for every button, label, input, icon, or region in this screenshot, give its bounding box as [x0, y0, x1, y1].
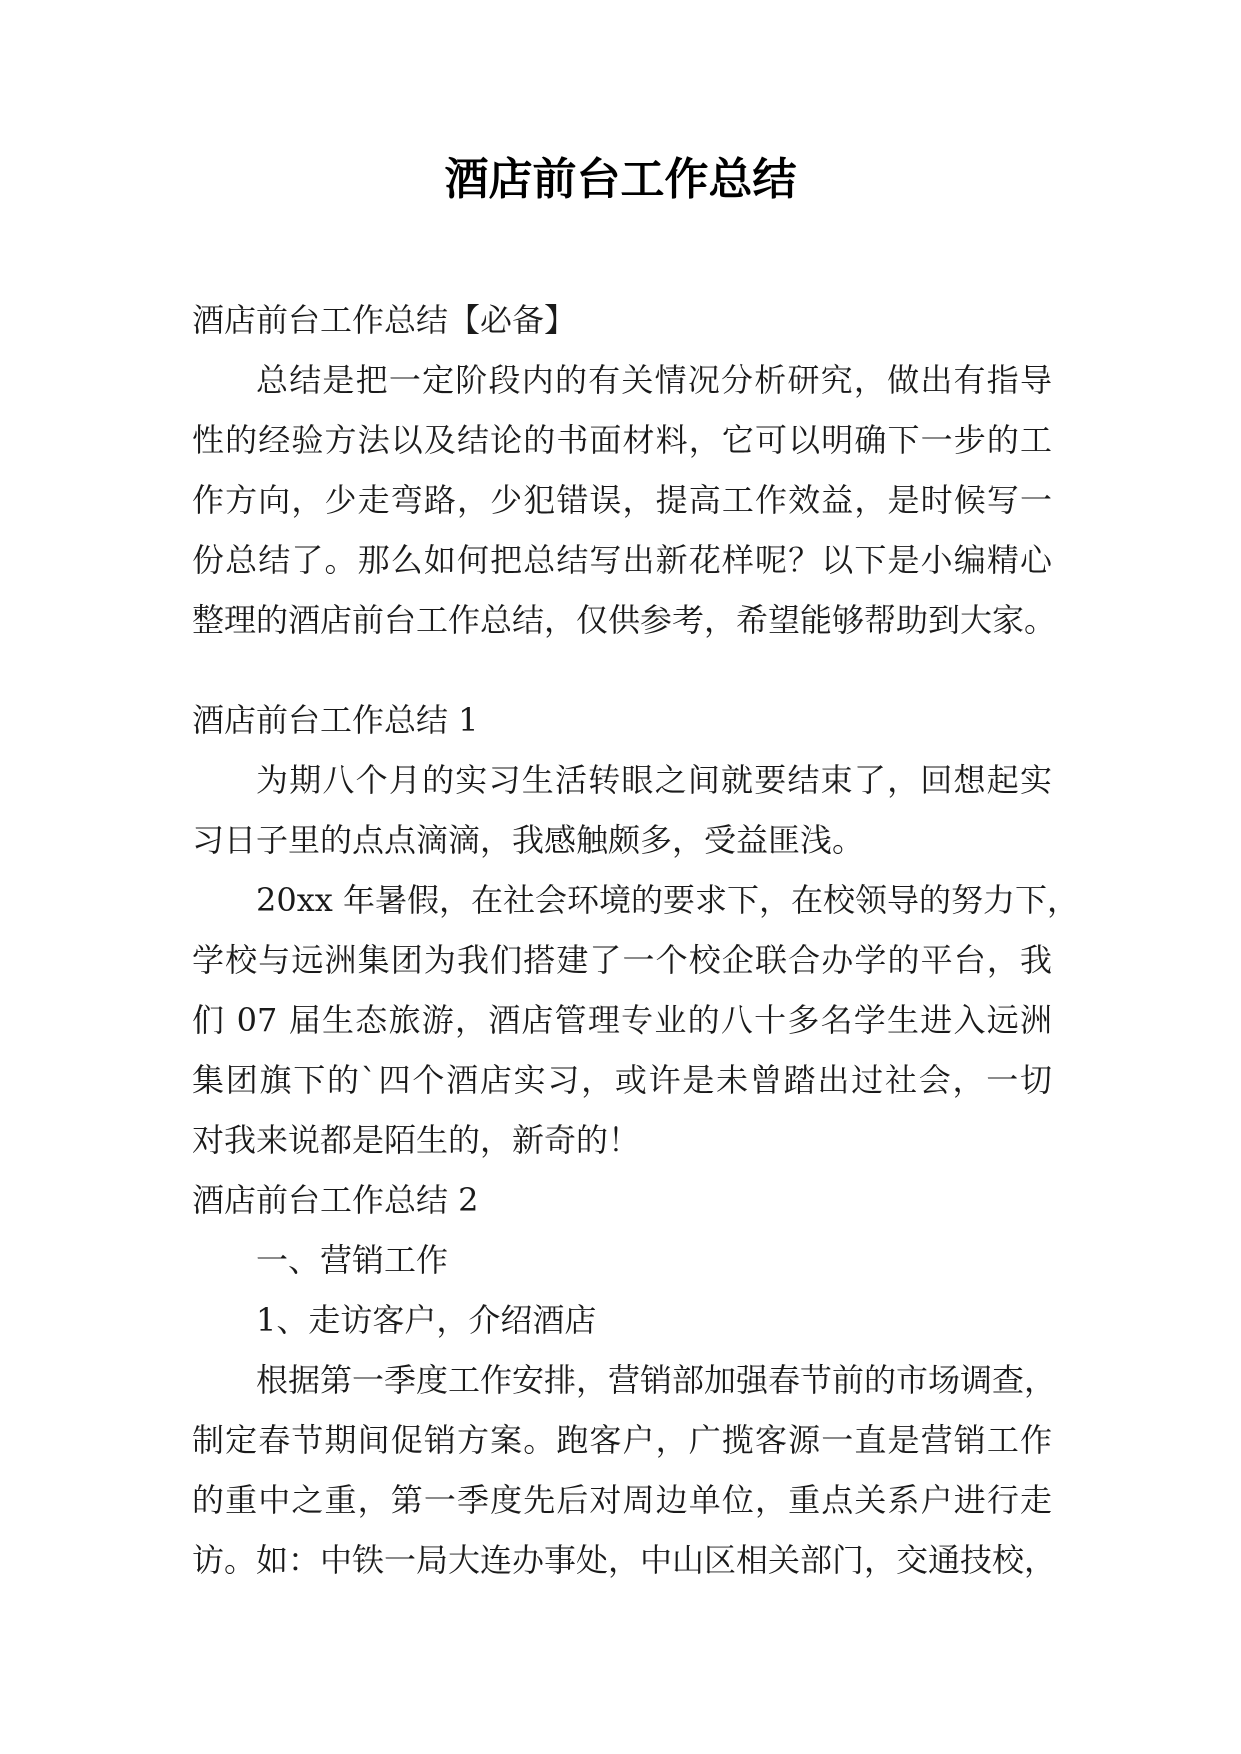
- intro-line: 作方向，少走弯路，少犯错误，提高工作效益，是时候写一: [192, 481, 1052, 519]
- section2-para-line: 访。如：中铁一局大连办事处，中山区相关部门，交通技校，: [192, 1541, 1057, 1579]
- intro-line: 性的经验方法以及结论的书面材料，它可以明确下一步的工: [192, 421, 1052, 459]
- section-heading-1: 酒店前台工作总结 1: [192, 701, 479, 739]
- document-title: 酒店前台工作总结: [444, 154, 797, 205]
- section2-item-2: 1、走访客户，介绍酒店: [256, 1301, 597, 1339]
- intro-line: 整理的酒店前台工作总结，仅供参考，希望能够帮助到大家。: [192, 601, 1057, 639]
- section2-para-line: 制定春节期间促销方案。跑客户，广揽客源一直是营销工作: [192, 1421, 1052, 1459]
- section1-para1-line: 为期八个月的实习生活转眼之间就要结束了，回想起实: [256, 761, 1052, 799]
- section2-para-line: 的重中之重，第一季度先后对周边单位，重点关系户进行走: [192, 1481, 1052, 1519]
- section1-para2-line: 集团旗下的`四个酒店实习，或许是未曾踏出过社会，一切: [192, 1061, 1052, 1099]
- section-spacer: [192, 650, 1052, 690]
- section1-para1-line: 习日子里的点点滴滴，我感触颇多，受益匪浅。: [192, 821, 865, 859]
- section1-para2-line: 学校与远洲集团为我们搭建了一个校企联合办学的平台，我: [192, 941, 1052, 979]
- section2-para-line: 根据第一季度工作安排，营销部加强春节前的市场调查，: [256, 1361, 1057, 1399]
- section1-para2-line: 20xx 年暑假，在社会环境的要求下，在校领导的努力下，: [256, 881, 1079, 919]
- intro-line: 总结是把一定阶段内的有关情况分析研究，做出有指导: [256, 361, 1052, 399]
- document-body: [192, 290, 1079, 1590]
- section-heading-2: 酒店前台工作总结 2: [192, 1181, 479, 1219]
- document-subtitle: 酒店前台工作总结【必备】: [192, 301, 577, 339]
- section2-item-1: 一、营销工作: [256, 1241, 449, 1279]
- intro-line: 份总结了。那么如何把总结写出新花样呢？以下是小编精心: [192, 541, 1052, 579]
- section1-para2-line: 对我来说都是陌生的，新奇的！: [192, 1121, 641, 1159]
- section1-para2-line: 们 07 届生态旅游，酒店管理专业的八十多名学生进入远洲: [192, 1001, 1052, 1039]
